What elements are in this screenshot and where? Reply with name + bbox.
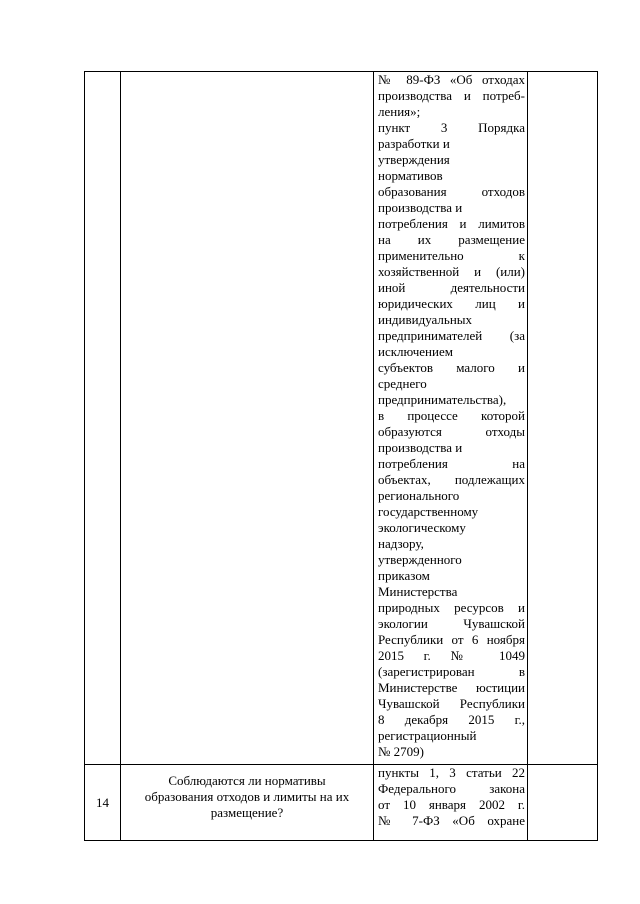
text-line: предпринимательства), bbox=[378, 392, 507, 407]
text-line: потребления и лимитов bbox=[378, 216, 525, 231]
text-line: размещение? bbox=[210, 805, 284, 820]
text-line: Чувашской Республики bbox=[378, 696, 525, 711]
text-line: 2015 г. № 1049 bbox=[378, 648, 525, 663]
text-line: Федерального закона bbox=[378, 781, 525, 796]
text-line: надзору, bbox=[378, 536, 424, 551]
text-line: юридических лиц и bbox=[378, 296, 525, 311]
text-line: Республики от 6 ноября bbox=[378, 632, 525, 647]
text-line: природных ресурсов и bbox=[378, 600, 525, 615]
text-line: 8 декабря 2015 г., bbox=[378, 712, 525, 727]
text-line: пункт 3 Порядка bbox=[378, 120, 525, 135]
text-line: иной деятельности bbox=[378, 280, 525, 295]
text-line: применительно к bbox=[378, 248, 525, 263]
text-line: объектах, подлежащих bbox=[378, 472, 525, 487]
text-line: № 7-ФЗ «Об охране bbox=[378, 813, 525, 828]
text-line: в процессе которой bbox=[378, 408, 525, 423]
row-number-cell bbox=[85, 765, 121, 841]
text-line: предпринимателей (за bbox=[378, 328, 525, 343]
text-line: хозяйственной и (или) bbox=[378, 264, 525, 279]
text-line: государственному bbox=[378, 504, 479, 519]
legal-reference-cell bbox=[374, 765, 528, 841]
text-line: регионального bbox=[378, 488, 460, 503]
text-line: Соблюдаются ли нормативы bbox=[168, 773, 326, 788]
text-line: экологическому bbox=[378, 520, 466, 535]
text-line: на их размещение bbox=[378, 232, 525, 247]
answer-cell bbox=[528, 765, 598, 841]
text-line: разработки и bbox=[378, 136, 450, 151]
text-line: (зарегистрирован в bbox=[378, 664, 525, 679]
text-line: среднего bbox=[378, 376, 427, 391]
text-line: образования отходов bbox=[378, 184, 525, 199]
table-row bbox=[85, 72, 598, 765]
text-line: № 89-ФЗ «Об отходах bbox=[378, 72, 525, 87]
text-line: образования отходов и лимиты на их bbox=[144, 789, 350, 804]
legal-reference-text bbox=[374, 72, 527, 764]
text-line: потребления на bbox=[378, 456, 525, 471]
text-line: Министерстве юстиции bbox=[378, 680, 525, 695]
text-line: субъектов малого и bbox=[378, 360, 525, 375]
text-line: № 2709) bbox=[378, 744, 424, 759]
text-line: экологии Чувашской bbox=[378, 616, 525, 631]
row-number: 14 bbox=[96, 794, 109, 810]
requirements-table bbox=[84, 71, 598, 841]
text-line: индивидуальных bbox=[378, 312, 473, 327]
row-number-cell bbox=[85, 72, 121, 765]
text-line: приказом bbox=[378, 568, 430, 583]
text-line: производства и потреб- bbox=[378, 88, 525, 103]
text-line: от 10 января 2002 г. bbox=[378, 797, 525, 812]
text-line: производства и bbox=[378, 440, 463, 455]
text-line: производства и bbox=[378, 200, 463, 215]
answer-cell bbox=[528, 72, 598, 765]
text-line: Министерства bbox=[378, 584, 458, 599]
legal-reference-cell bbox=[374, 72, 528, 765]
text-line: ления»; bbox=[378, 104, 421, 119]
text-line: утвержденного bbox=[378, 552, 462, 567]
text-line: образуются отходы bbox=[378, 424, 525, 439]
text-line: пункты 1, 3 статьи 22 bbox=[378, 765, 525, 780]
question-cell bbox=[121, 72, 374, 765]
question-cell bbox=[121, 765, 374, 841]
text-line: исключением bbox=[378, 344, 453, 359]
table-row bbox=[85, 765, 598, 841]
text-line: регистрационный bbox=[378, 728, 477, 743]
text-line: утверждения bbox=[378, 152, 450, 167]
legal-reference-text bbox=[374, 765, 527, 833]
question-text bbox=[125, 773, 369, 821]
text-line: нормативов bbox=[378, 168, 443, 183]
